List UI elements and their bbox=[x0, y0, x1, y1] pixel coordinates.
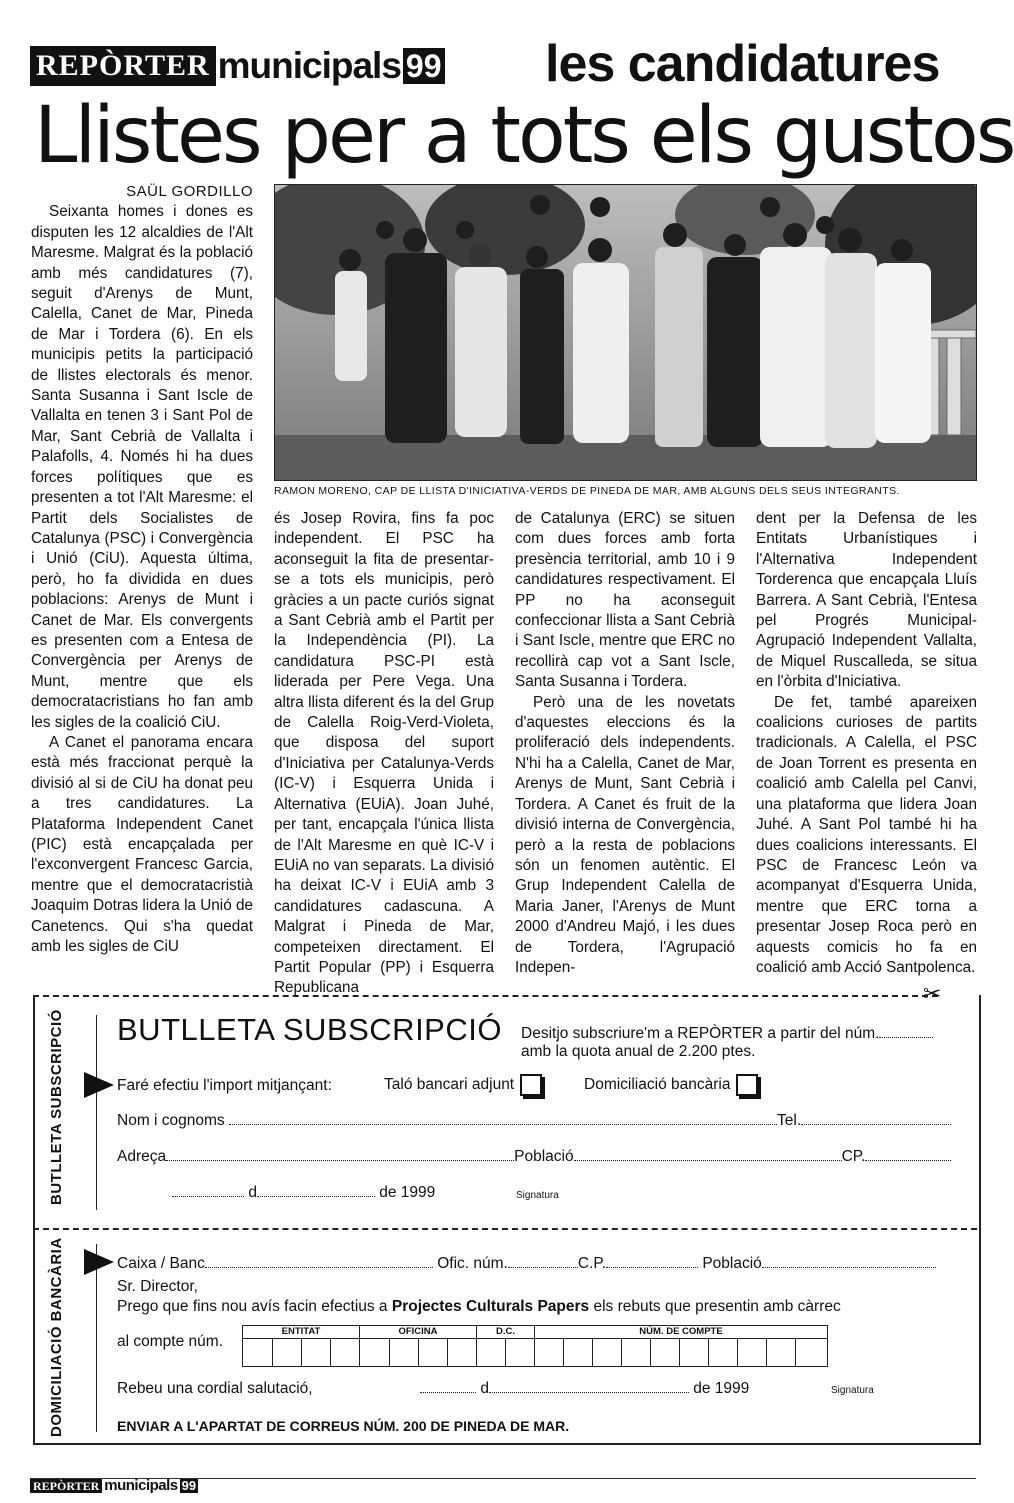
masthead-logo bbox=[30, 44, 445, 88]
form-title: BUTLLETA SUBSCRIPCIÓ bbox=[117, 1012, 502, 1047]
logo-municipals: municipals bbox=[217, 45, 401, 86]
section-title: les candidatures bbox=[545, 35, 940, 93]
address-row: Adreça Població CP. bbox=[117, 1148, 951, 1166]
group-photo-image bbox=[275, 185, 976, 480]
office-field[interactable] bbox=[508, 1255, 578, 1268]
article-column-1 bbox=[31, 182, 253, 957]
group-photo bbox=[274, 184, 977, 481]
footer-logo-municipals: municipals bbox=[104, 1477, 178, 1494]
debit-request: Prego que fins nou avís facin efectius a Projectes Culturals Papers els rebuts que presentin amb càrrec bbox=[117, 1298, 841, 1315]
closing-month-field[interactable] bbox=[489, 1380, 689, 1393]
headline: Llistes per a tots els gustos bbox=[34, 91, 1014, 181]
subscription-form bbox=[33, 995, 981, 1445]
footer-logo-reporter: REPÒRTER bbox=[30, 1479, 102, 1493]
day-field[interactable] bbox=[172, 1184, 244, 1197]
account-header-number: NÚM. DE COMPTE bbox=[535, 1326, 827, 1339]
account-label: al compte núm. bbox=[117, 1333, 223, 1350]
month-field[interactable] bbox=[257, 1184, 375, 1197]
director-greeting: Sr. Director, bbox=[117, 1278, 198, 1295]
signature-label: Signatura bbox=[831, 1385, 874, 1396]
tel-label: Tel. bbox=[777, 1112, 802, 1129]
name-field[interactable] bbox=[229, 1112, 777, 1125]
address-field[interactable] bbox=[166, 1148, 514, 1161]
account-header-dc: D.C. bbox=[477, 1326, 534, 1339]
paragraph: Seixanta homes i dones es disputen les 12 alcaldies de l'Alt Maresme. Malgrat és la població amb més candidatures (7), seguit d'Arenys de Munt, Calella, Canet de Mar, Pineda de Mar i Tordera (6). En els municipis petits la participació de llistes electorals és menor. Santa Susanna i Sant Iscle de Vallalta en tenen 3 i Sant Pol de Mar, Sant Cebrià de Vallalta i Palafolls, 4. Només hi ha dues forces polítiques que es presenten a tot l'Alt Maresme: el Partit dels Socialistes de Catalunya (PSC) i Convergència i Unió (CiU). Aquesta última, però, ho fa dividida en dues poblacions: Arenys de Munt i Canet de Mar. Els convergents es presenten com a Entesa de Convergència per Arenys de Munt, mentre que els democratacristians ho fan amb les sigles de la coalició CiU. bbox=[31, 203, 253, 731]
town-field[interactable] bbox=[574, 1148, 842, 1161]
option-cheque[interactable]: Taló bancari adjunt bbox=[384, 1074, 542, 1096]
photo-caption: RAMON MORENO, CAP DE LLISTA D'INICIATIVA-VERDS DE PINEDA DE MAR, AMB ALGUNS DELS SEUS INTEGRANTS. bbox=[274, 485, 900, 497]
bank-row: Caixa / Banc Ofic. núm. C.P. Població bbox=[117, 1255, 936, 1273]
paragraph: A Canet el panorama encara està més fraccionat perquè la divisió al si de CiU ha donat peu a tres candidatures. La Plataforma Independent Canet (PIC) està encapçalada per l'exconvergent Francesc Garcia, mentre que el democratacristià Joaquim Dotras lidera la Unió de Canetencs. Qui s'ha quedat amb les sigles de CiU bbox=[31, 733, 253, 956]
cheque-checkbox[interactable] bbox=[520, 1074, 542, 1096]
article-column-3 bbox=[515, 509, 735, 978]
paragraph: dent per la Defensa de les Entitats Urbanístiques i l'Alternativa Independent Torderenca que encapçala Lluís Barrera. A Sant Cebrià, l'Entesa pel Progrés Municipal-Agrupació Independent Vallalta, de Miquel Ruscalleda, se situa en l'òrbita d'Iniciativa. bbox=[756, 510, 977, 691]
bank-town-field[interactable] bbox=[762, 1255, 936, 1268]
paragraph: Però una de les novetats d'aquestes eleccions és la proliferació dels independents. N'hi ha a Calella, Canet de Mar, Arenys de Munt, Sant Cebrià i Tordera. A Canet és fruit de la divisió interna de Convergència, però a la resta de poblacions són un fenomen autèntic. El Grup Independent Calella de Maria Janer, l'Arenys de Munt 2000 d'Andreu Majó, i les dues de Tordera, l'Agrupació Indepen- bbox=[515, 693, 735, 976]
footer-logo-year: 99 bbox=[181, 1478, 197, 1493]
form-divider bbox=[33, 1228, 977, 1230]
cp-label: CP. bbox=[841, 1148, 866, 1165]
arrow-icon bbox=[84, 1072, 114, 1098]
date-row: d de 1999 bbox=[172, 1184, 435, 1202]
form-intro-line2: amb la quota anual de 2.200 ptes. bbox=[521, 1043, 756, 1060]
byline: SAÜL GORDILLO bbox=[126, 183, 253, 200]
paragraph: De fet, també apareixen coalicions curioses de partits tradicionals. A Calella, el PSC de Joan Torrent es presenta en coalició amb Calella pel Canvi, una plataforma que lidera Joan Juhé. A Sant Pol també hi ha dues coalicions interessants. El PSC de Francesc León va acompanyat d'Esquerra Unida, mentre que ERC torna a presentar Josep Roca però en aquests comicis ho fa en coalició amb Acció Santpolenca. bbox=[756, 693, 977, 976]
option-debit[interactable]: Domiciliació bancària bbox=[584, 1074, 758, 1096]
payment-label: Faré efectiu l'import mitjançant: bbox=[117, 1077, 332, 1094]
name-row: Nom i cognoms Tel. bbox=[117, 1112, 951, 1130]
cp-field[interactable] bbox=[865, 1148, 951, 1161]
closing-row: Rebeu una cordial salutació, bbox=[117, 1380, 313, 1397]
bank-cp-label: C.P. bbox=[577, 1255, 606, 1272]
form-intro-line1: Desitjo subscriure'm a REPÒRTER a partir del núm. bbox=[521, 1025, 933, 1043]
form-side-rule bbox=[96, 1015, 97, 1210]
town-label: Població bbox=[514, 1148, 574, 1165]
arrow-icon bbox=[84, 1249, 114, 1275]
bank-field[interactable] bbox=[205, 1255, 433, 1268]
paragraph: de Catalunya (ERC) se situen com dues forces amb forta presència territorial, amb 10 i 9 candidatures respectivament. El PP no ha aconseguit confeccionar llista a Sant Cebrià i Sant Iscle, mentre que ERC no recollirà cap vot a Sant Iscle, Santa Susanna i Tordera. bbox=[515, 510, 735, 691]
office-label: Ofic. núm. bbox=[437, 1255, 508, 1272]
account-number-grid[interactable] bbox=[242, 1325, 828, 1367]
account-header-entitat: ENTITAT bbox=[243, 1326, 359, 1339]
bank-cp-field[interactable] bbox=[606, 1255, 698, 1268]
signature-label: Signatura bbox=[516, 1190, 559, 1201]
issue-number-field[interactable] bbox=[879, 1025, 933, 1038]
side-label-debit: DOMICILIACIÓ BANCÀRIA bbox=[48, 1237, 65, 1437]
logo-reporter: REPÒRTER bbox=[30, 46, 216, 86]
bank-town-label: Població bbox=[702, 1255, 762, 1272]
side-label-subscription: BUTLLETA SUBSCRIPCIÓ bbox=[48, 1009, 65, 1205]
article-column-4 bbox=[756, 509, 977, 978]
paragraph: és Josep Rovira, fins fa poc independent. El PSC ha aconseguit la fita de presentar-se a tots els municipis, però gràcies a un pacte curiós signat a Sant Cebrià amb el Partit per la Independència (PI). La candidatura PSC-PI està liderada per Pere Vega. Una altra llista diferent és la del Grup de Calella Roig-Verd-Violeta, que disposa del suport d'Iniciativa per Catalunya-Verds (IC-V) i Esquerra Unida i Alternativa (EUiA). Joan Juhé, per tant, encapçala l'única llista de l'Alt Maresme en què IC-V i EUiA no van separats. La divisió ha deixat IC-V i EUiA amb 3 candidatures cadascuna. A Malgrat i Pineda de Mar, competeixen directament. El Partit Popular (PP) i Esquerra Republicana bbox=[274, 510, 494, 997]
logo-year: 99 bbox=[403, 48, 445, 84]
scissors-icon: ✂ bbox=[923, 981, 942, 1006]
closing-date-row: d de 1999 bbox=[420, 1380, 749, 1398]
article-column-2 bbox=[274, 509, 494, 999]
footer-logo bbox=[30, 1478, 198, 1494]
tel-field[interactable] bbox=[801, 1112, 951, 1125]
send-to-address: ENVIAR A L'APARTAT DE CORREUS NÚM. 200 DE PINEDA DE MAR. bbox=[117, 1418, 570, 1434]
closing-day-field[interactable] bbox=[420, 1380, 476, 1393]
debit-checkbox[interactable] bbox=[736, 1074, 758, 1096]
account-header-oficina: OFICINA bbox=[360, 1326, 476, 1339]
